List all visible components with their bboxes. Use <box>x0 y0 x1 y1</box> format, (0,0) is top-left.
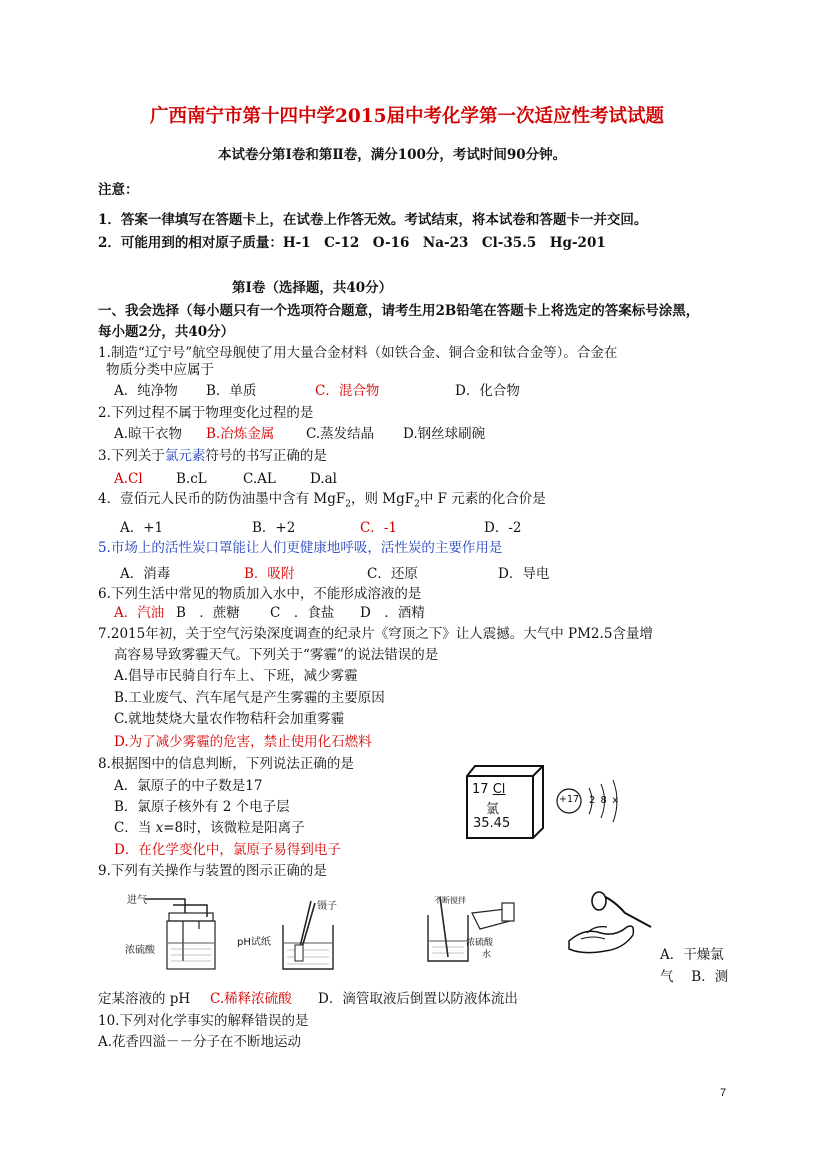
fig-c-stir-label: 不断搅拌 <box>434 896 466 905</box>
q9-option-a-line1: A．干燥氯 <box>660 947 724 963</box>
element-symbol: Cl <box>492 782 506 797</box>
q9-option-b-tail: 定某溶液的 pH <box>98 991 191 1007</box>
q1-option-b: B．单质 <box>206 383 257 399</box>
q8-option-c <box>114 820 305 836</box>
fig-a-inlet-label: 进气 <box>127 895 147 906</box>
q7-option-a: A.倡导市民骑自行车上、下班，减少雾霾 <box>114 668 358 684</box>
q3-option-a: A.Cl <box>114 471 143 487</box>
q6-stem: 6.下列生活中常见的物质加入水中，不能形成溶液的是 <box>98 586 422 602</box>
q7-stem-line1: 7.2015年初，关于空气污染深度调查的纪录片《穹顶之下》让人震撼。大气中 PM2.5含量增 <box>98 626 653 642</box>
q2-option-c: C.蒸发结晶 <box>306 426 375 442</box>
fig-b-tweezers-label: 镊子 <box>317 901 337 912</box>
q1-option-a: A．纯净物 <box>114 383 178 399</box>
notice-heading: 注意： <box>98 182 139 198</box>
q9-figure-d <box>565 887 655 959</box>
q7-stem-line2: 高容易导致雾霾天气。下列关于“雾霾”的说法错误的是 <box>114 647 439 663</box>
q5-option-d: D．导电 <box>498 566 550 582</box>
fig-a-acid-label: 浓硫酸 <box>125 945 155 956</box>
q9-option-a-line2: 气 B．测 <box>660 969 729 985</box>
section-instruction-2: 每小题2分，共40分） <box>98 324 235 340</box>
q1-option-d: D．化合物 <box>455 383 520 399</box>
q1-stem-line1: 1.制造“辽宁号”航空母舰使了用大量合金材料（如铁合金、铜合金和钛合金等）。合金在 <box>98 345 618 361</box>
q3-stem <box>98 448 327 464</box>
q8-option-c-part2: =8时，该微粒是阳离子 <box>163 820 305 836</box>
q5-stem: 5.市场上的活性炭口罩能让人们更健康地呼吸，活性炭的主要作用是 <box>98 540 503 556</box>
q9-stem: 9.下列有关操作与装置的图示正确的是 <box>98 863 327 879</box>
q1-stem-line2: 物质分类中应属于 <box>106 362 214 378</box>
atom-structure-figure <box>555 776 635 832</box>
q1-option-c: C．混合物 <box>315 383 380 399</box>
q3-option-d: D.al <box>310 471 337 487</box>
q4-sub-2: 2 <box>414 499 420 510</box>
fig-c-acid-label: 浓硫酸 <box>466 938 494 948</box>
q8-option-b: B．氯原子核外有 2 个电子层 <box>114 799 290 815</box>
q4-sub-1: 2 <box>345 499 351 510</box>
q5-option-b: B．吸附 <box>244 566 295 582</box>
page-subtitle: 本试卷分第Ⅰ卷和第Ⅱ卷，满分100分，考试时间90分钟。 <box>218 147 567 163</box>
q9-figure-b <box>237 895 347 973</box>
q7-option-c: C.就地焚烧大量农作物秸秆会加重雾霾 <box>114 711 345 727</box>
nucleus-charge: +17 <box>559 794 580 805</box>
q3-stem-highlight: 氯元素 <box>164 448 206 464</box>
q6-option-b: B ．蔗糖 <box>176 605 240 621</box>
notice-item-1: 1．答案一律填写在答题卡上，在试卷上作答无效。考试结束，将本试卷和答题卡一并交回。 <box>98 212 648 228</box>
q4-option-c: C．-1 <box>360 520 397 536</box>
q2-option-a: A.晾干衣物 <box>114 426 183 442</box>
q4-option-b: B．+2 <box>252 520 296 536</box>
dropper-hand-drawing <box>565 887 655 959</box>
q6-option-a: A．汽油 <box>114 605 165 621</box>
notice-item-2: 2．可能用到的相对原子质量：H-1 C-12 O-16 Na-23 Cl-35.5 Hg-201 <box>98 235 606 251</box>
q8-stem: 8.根据图中的信息判断，下列说法正确的是 <box>98 756 354 772</box>
q7-option-d: D.为了减少雾霾的危害，禁止使用化石燃料 <box>114 734 372 750</box>
element-cell-figure <box>465 764 545 840</box>
fig-c-water-label: 水 <box>482 950 492 960</box>
q4-stem-part2: ，则 MgF <box>350 491 415 507</box>
q8-option-d: D．在化学变化中，氯原子易得到电子 <box>114 842 341 858</box>
q4-stem-part1: 4．壹佰元人民币的防伪油墨中含有 MgF <box>98 491 346 507</box>
q8-option-c-var: x <box>155 820 164 836</box>
q4-option-d: D．-2 <box>484 520 522 536</box>
q10-option-a: A.花香四溢－－分子在不断地运动 <box>98 1034 302 1050</box>
element-atomic-number: 17 Cl <box>472 782 506 797</box>
q6-option-c: C ．食盐 <box>270 605 335 621</box>
q8-option-a: A．氯原子的中子数是17 <box>114 778 263 794</box>
page-title: 广西南宁市第十四中学2015届中考化学第一次适应性考试试题 <box>150 106 664 127</box>
q9-figure-c <box>420 895 520 967</box>
element-mass: 35.45 <box>473 816 511 831</box>
q2-option-d: D.钢丝球刷碗 <box>403 426 486 442</box>
element-name: 氯 <box>486 802 500 817</box>
q9-figure-a <box>125 891 225 973</box>
q9-option-c: C.稀释浓硫酸 <box>210 991 292 1007</box>
q8-option-c-part1: C．当 <box>114 820 156 836</box>
q3-option-c: C.AL <box>243 471 276 487</box>
q2-stem: 2.下列过程不属于物理变化过程的是 <box>98 405 314 421</box>
q2-option-b: B.冶炼金属 <box>206 426 275 442</box>
q3-option-b: B.cL <box>176 471 207 487</box>
q6-option-d: D ．酒精 <box>360 605 425 621</box>
section-title: 第Ⅰ卷（选择题，共40分） <box>232 280 393 296</box>
q7-option-b: B.工业废气、汽车尾气是产生雾霾的主要原因 <box>114 690 385 706</box>
q10-stem: 10.下列对化学事实的解释错误的是 <box>98 1013 309 1029</box>
fig-b-ph-label: pH试纸 <box>237 937 271 948</box>
q3-stem-part1: 3.下列关于 <box>98 448 165 464</box>
q4-stem <box>98 491 546 510</box>
q3-stem-part2: 符号的书写正确的是 <box>205 448 327 464</box>
page-number: 7 <box>720 1087 727 1099</box>
q9-option-d: D．滴管取液后倒置以防液体流出 <box>318 991 518 1007</box>
q4-stem-part3: 中 F 元素的化合价是 <box>419 491 546 507</box>
q4-option-a: A．+1 <box>120 520 164 536</box>
electron-shells: 2 8 x <box>589 795 619 806</box>
q5-option-c: C．还原 <box>367 566 418 582</box>
q5-option-a: A．消毒 <box>120 566 171 582</box>
section-instruction-1: 一、我会选择（每小题只有一个选项符合题意，请考生用2B铅笔在答题卡上将选定的答案标号涂黑， <box>98 303 700 319</box>
